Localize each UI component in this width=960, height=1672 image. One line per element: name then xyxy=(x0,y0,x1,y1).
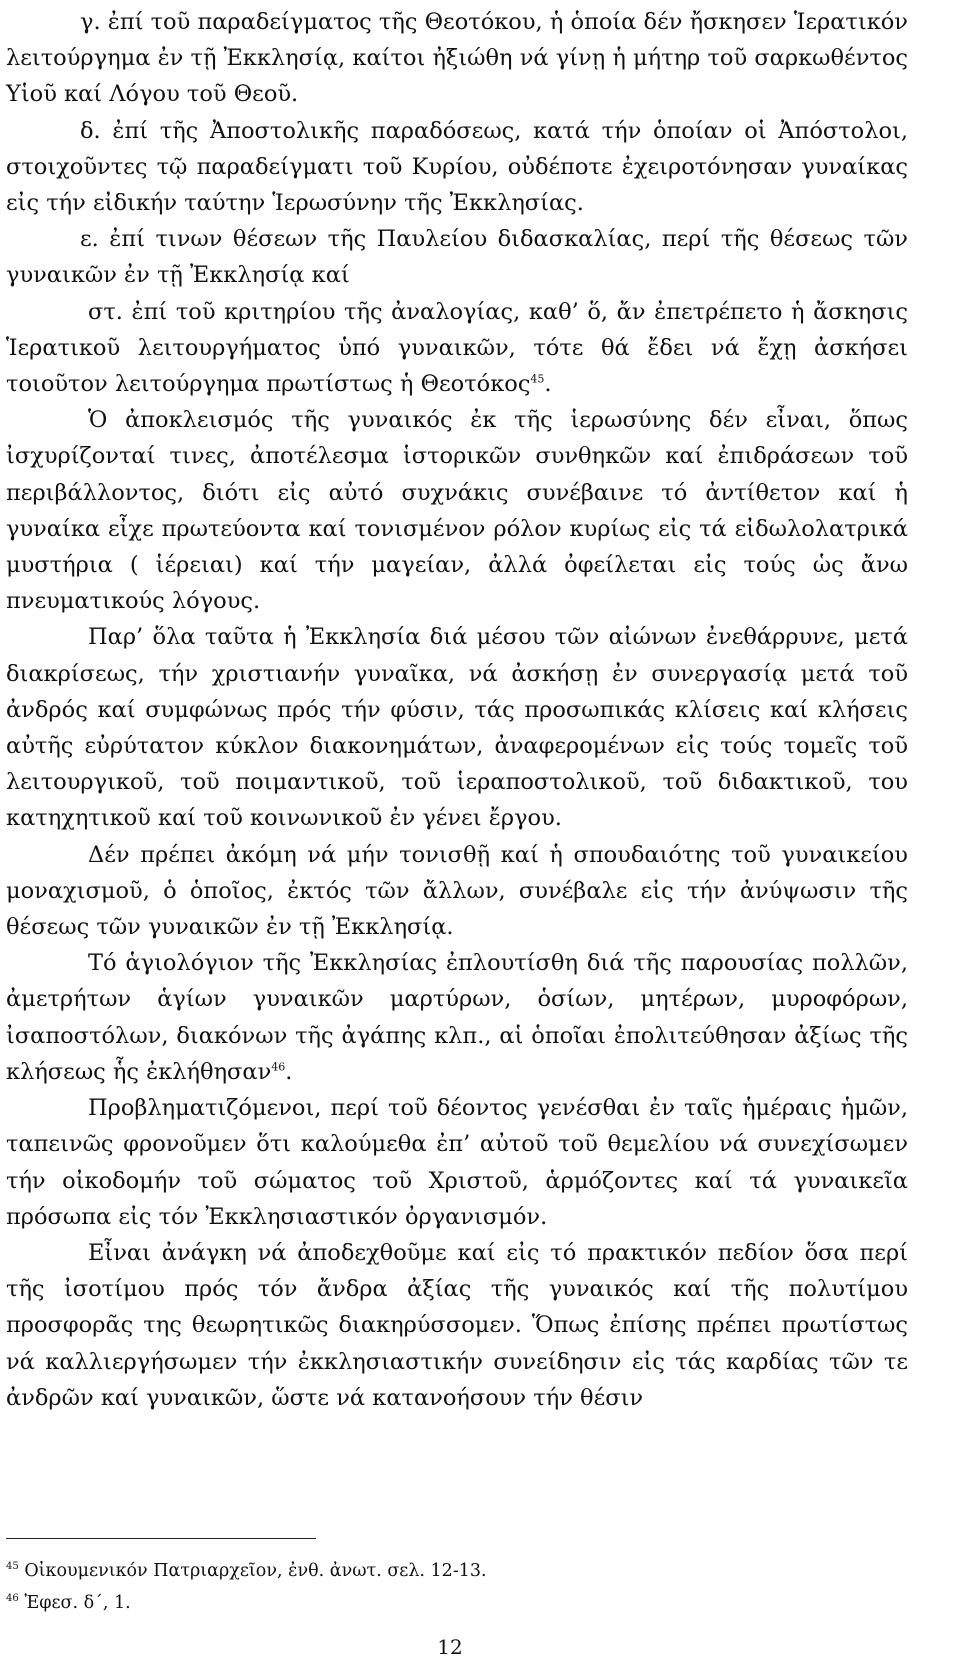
paragraph-text: δ. ἐπί τῆς Ἀποστολικῆς παραδόσεως, κατά τήν ὁποίαν οἱ Ἀπόστολοι, στοιχοῦντες τῷ παραδείγματι τοῦ Κυρίου, οὐδέποτε ἐχειροτόνησαν γυναίκας εἰς τήν εἰδικήν ταύτην Ἱερωσύνην τῆς Ἐκκλησίας. xyxy=(6,117,908,217)
paragraph xyxy=(6,945,908,1090)
paragraph xyxy=(6,402,908,619)
footnote-mark: 46 xyxy=(6,1593,19,1605)
page-number: 12 xyxy=(437,1635,463,1659)
paragraph-text: Δέν πρέπει ἀκόμη νά μήν τονισθῇ καί ἡ σπουδαιότης τοῦ γυναικείου μοναχισμοῦ, ὁ ὁποῖος, ἐκτός τῶν ἄλλων, συνέβαλε εἰς τήν ἀνύψωσιν τῆς θέσεως τῶν γυναικῶν ἐν τῇ Ἐκκλησίᾳ. xyxy=(6,841,908,941)
paragraph xyxy=(6,1090,908,1235)
paragraph-text: Προβληματιζόμενοι, περί τοῦ δέοντος γενέσθαι ἐν ταῖς ἡμέραις ἡμῶν, ταπεινῶς φρονοῦμεν ὅτι καλούμεθα ἐπ’ αὐτοῦ τοῦ θεμελίου νά συνεχίσωμεν τήν οἰκοδομήν τοῦ σώματος τοῦ Χριστοῦ, ἁρμόζοντες καί τά γυναικεῖα πρόσωπα εἰς τόν Ἐκκλησιαστικόν ὀργανισμόν. xyxy=(6,1095,908,1230)
list-item-delta xyxy=(6,113,908,222)
paragraph-text: ε. ἐπί τινων θέσεων τῆς Παυλείου διδασκαλίας, περί τῆς θέσεως τῶν γυναικῶν ἐν τῇ Ἐκκλησίᾳ καί xyxy=(6,226,908,289)
page-body xyxy=(6,4,908,1416)
list-item-gamma xyxy=(6,4,908,113)
paragraph-text: Παρ’ ὅλα ταῦτα ἡ Ἐκκλησία διά μέσου τῶν αἰώνων ἐνεθάρρυνε, μετά διακρίσεως, τήν χριστιανήν γυναῖκα, νά ἀσκήσῃ ἐν συνεργασίᾳ μετά τοῦ ἀνδρός καί συμφώνως πρός τήν φύσιν, τάς προσωπικάς κλίσεις καί κλήσεις αὐτῆς εὐρύτατον κύκλον διακονημάτων, ἀναφερομένων εἰς τούς τομεῖς τοῦ λειτουργικοῦ, τοῦ ποιμαντικοῦ, τοῦ ἱεραποστολικοῦ, τοῦ διδακτικοῦ, του κατηχητικοῦ καί τοῦ κοινωνικοῦ ἐν γένει ἔργου. xyxy=(6,624,908,832)
footnote-reference[interactable]: 45 xyxy=(530,372,545,386)
paragraph-text: Ὁ ἀποκλεισμός τῆς γυναικός ἐκ τῆς ἱερωσύνης δέν εἶναι, ὅπως ἰσχυρίζονταί τινες, ἀποτέλεσμα ἱστορικῶν συνθηκῶν καί ἐπιδράσεων τοῦ περιβάλλοντος, διότι εἰς αὐτό συχνάκις συνέβαινε τό ἀντίθετον καί ἡ γυναίκα εἶχε πρωτεύοντα καί τονισμένον ρόλον κυρίως εἰς τά εἰδωλολατρικά μυστήρια ( ἱέρειαι) καί τήν μαγείαν, ἀλλά ὀφείλεται εἰς τούς ὡς ἄνω πνευματικούς λόγους. xyxy=(6,407,908,615)
footnotes xyxy=(6,1555,906,1619)
paragraph-text-end: . xyxy=(544,371,552,398)
paragraph xyxy=(6,1235,908,1416)
footnote-text: Οἰκουμενικόν Πατριαρχεῖον, ἐνθ. ἀνωτ. σελ. 12-13. xyxy=(24,1561,487,1581)
paragraph-text: στ. ἐπί τοῦ κριτηρίου τῆς ἀναλογίας, καθ’ ὅ, ἄν ἐπετρέπετο ἡ ἄσκησις Ἱερατικοῦ λειτουργήματος ὑπό γυναικῶν, τότε θά ἔδει νά ἔχῃ ἀσκήσει τοιοῦτον λειτούργημα πρωτίστως ἡ Θεοτόκος xyxy=(6,298,908,398)
paragraph-text: Τό ἁγιολόγιον τῆς Ἐκκλησίας ἐπλουτίσθη διά τῆς παρουσίας πολλῶν, ἀμετρήτων ἁγίων γυναικῶν μαρτύρων, ὁσίων, μητέρων, μυροφόρων, ἰσαποστόλων, διακόνων τῆς ἀγάπης κλπ., αἱ ὁποῖαι ἐπολιτεύθησαν ἀξίως τῆς κλήσεως ἧς ἐκλήθησαν xyxy=(6,950,908,1085)
paragraph-text: γ. ἐπί τοῦ παραδείγματος τῆς Θεοτόκου, ἡ ὁποία δέν ἤσκησεν Ἱερατικόν λειτούργημα ἐν τῇ Ἐκκλησίᾳ, καίτοι ἠξιώθη νά γίνῃ ἡ μήτηρ τοῦ σαρκωθέντος Υἱοῦ καί Λόγου τοῦ Θεοῦ. xyxy=(6,9,908,108)
footnote-mark: 45 xyxy=(6,1561,19,1573)
list-item-epsilon xyxy=(6,221,908,293)
paragraph xyxy=(6,619,908,836)
footnote-divider xyxy=(6,1538,316,1539)
paragraph-text-end: . xyxy=(285,1058,293,1085)
footnote-reference[interactable]: 46 xyxy=(271,1060,286,1074)
paragraph xyxy=(6,837,908,946)
list-item-st xyxy=(6,294,908,403)
paragraph-text: Εἶναι ἀνάγκη νά ἀποδεχθοῦμε καί εἰς τό πρακτικόν πεδίον ὅσα περί τῆς ἰσοτίμου πρός τόν ἄνδρα ἀξίας τῆς γυναικός καί τῆς πολυτίμου προσφορᾶς της θεωρητικῶς διακηρύσσομεν. Ὅπως ἐπίσης πρέπει πρωτίστως νά καλλιεργήσωμεν τήν ἐκκλησιαστικήν συνείδησιν εἰς τάς καρδίας τῶν τε ἀνδρῶν καί γυναικῶν, ὥστε νά κατανοήσουν τήν θέσιν xyxy=(6,1239,908,1411)
footnote xyxy=(6,1587,906,1619)
footnote xyxy=(6,1555,906,1587)
footnote-text: Ἐφεσ. δ΄, 1. xyxy=(24,1593,131,1613)
